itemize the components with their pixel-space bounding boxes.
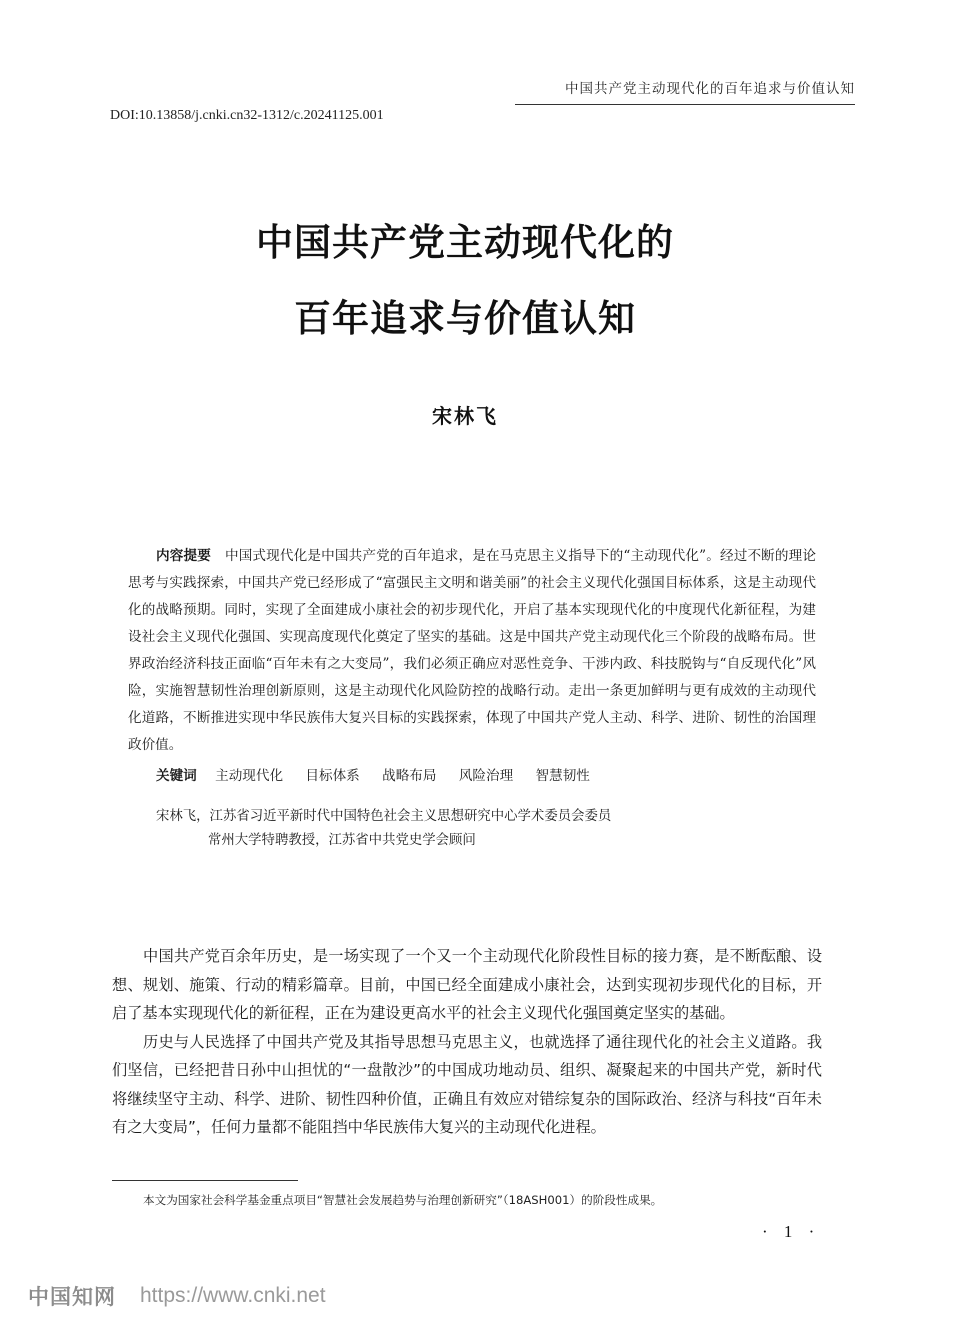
author-name: 宋林飞 [432,404,498,428]
keywords-label: 关键词 [156,768,197,784]
keyword: 智慧韧性 [535,768,590,784]
cnki-url[interactable]: https://www.cnki.net [140,1284,326,1307]
abstract-text: 中国式现代化是中国共产党的百年追求，是在马克思主义指导下的“主动现代化”。经过不断的理论思考与实践探索，中国共产党已经形成了“富强民主文明和谐美丽”的社会主义现代化强国目标体系，这是主动现代化的战略预期。同时，实现了全面建成小康社会的初步现代化，开启了基本实现现代化的中度现代化新征程，为建设社会主义现代化强国、实现高度现代化奠定了坚实的基础。这是中国共产党主动现代化三个阶段的战略布局。世界政治经济科技正面临“百年未有之大变局”，我们必须正确应对恶性竞争、干涉内政、科技脱钩与“自反现代化”风险，实施智慧韧性治理创新原则，这是主动现代化风险防控的战略行动。走出一条更加鲜明与更有成效的主动现代化道路，不断推进实现中华民族伟大复兴目标的实践探索，体现了中国共产党人主动、科学、进阶、韧性的治国理政价值。 [128,548,816,753]
abstract [128,543,816,759]
body-paragraph-2: 历史与人民选择了中国共产党及其指导思想马克思主义，也就选择了通往现代化的社会主义道路。我们坚信，已经把昔日孙中山担忧的“一盘散沙”的中国成功地动员、组织、凝聚起来的中国共产党，新时代将继续坚守主动、科学、进阶、韧性四种价值，正确且有效应对错综复杂的国际政治、经济与科技“百年未有之大变局”，任何力量都不能阻挡中华民族伟大复兴的主动现代化进程。 [112,1032,822,1136]
body-paragraph-1: 中国共产党百余年历史，是一场实现了一个又一个主动现代化阶段性目标的接力赛，是不断酝酿、设想、规划、施策、行动的精彩篇章。目前，中国已经全面建成小康社会，达到实现初步现代化的目标，开启了基本实现现代化的新征程，正在为建设更高水平的社会主义现代化强国奠定坚实的基础。 [112,947,822,1022]
body-text [112,942,822,1142]
author-info [156,805,611,853]
running-header: 中国共产党主动现代化的百年追求与价值认知 [515,78,855,105]
page-number: · 1 · [762,1222,821,1241]
abstract-label: 内容提要 [156,548,211,564]
footnote-divider [112,1180,298,1181]
author-info-line-2: 常州大学特聘教授，江苏省中共党史学会顾问 [208,833,476,848]
keywords [156,765,608,787]
footnote: 本文为国家社会科学基金重点项目“智慧社会发展趋势与治理创新研究”（18ASH001）的阶段性成果。 [143,1193,663,1207]
cnki-logo-text: 中国知网 [28,1285,116,1309]
author-info-line-1: 宋林飞，江苏省习近平新时代中国特色社会主义思想研究中心学术委员会委员 [156,809,612,824]
doi: DOI:10.13858/j.cnki.cn32-1312/c.20241125.001 [110,108,384,123]
keyword: 风险治理 [458,768,514,784]
watermark [28,1281,326,1311]
keyword: 主动现代化 [215,768,284,784]
keyword: 战略布局 [382,768,437,784]
article-title-line-2: 百年追求与价值认知 [294,297,636,340]
keyword: 目标体系 [305,768,360,784]
article-title-line-1: 中国共产党主动现代化的 [256,221,674,264]
